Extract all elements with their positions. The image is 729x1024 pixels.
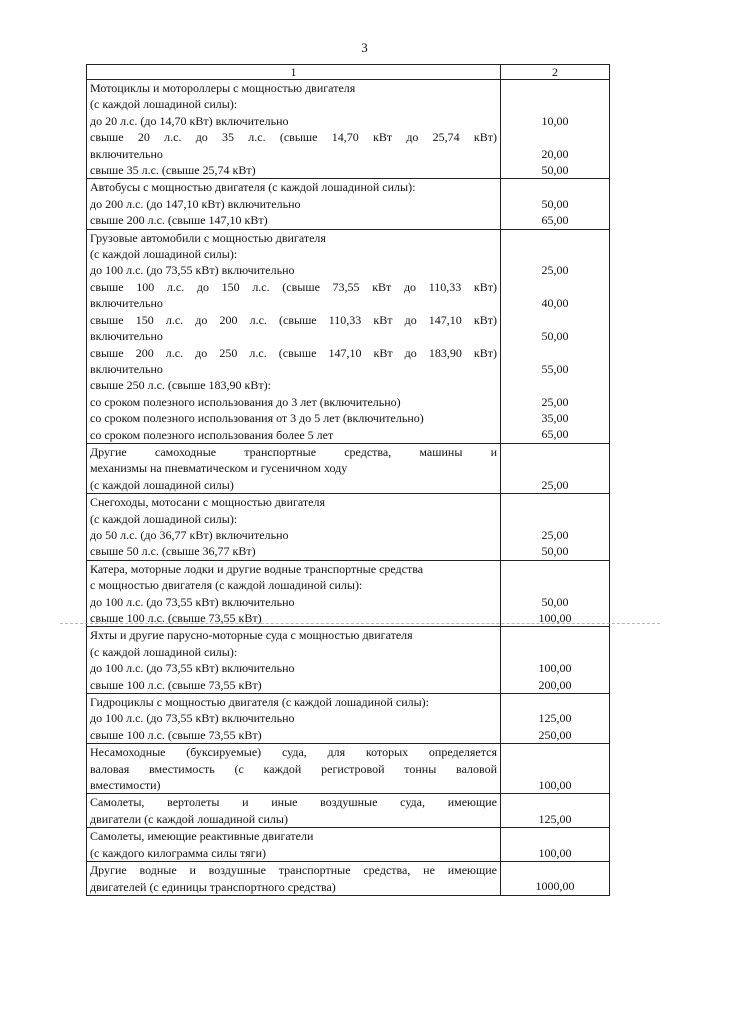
table-row bbox=[87, 560, 610, 627]
category-text-line: до 100 л.с. (до 73,55 кВт) включительно bbox=[90, 263, 295, 278]
category-text-line: до 50 л.с. (до 36,77 кВт) включительно bbox=[90, 527, 289, 542]
category-text-line: Самолеты, вертолеты и иные воздушные суда, имеющие bbox=[90, 795, 497, 810]
tax-rate-cell bbox=[501, 627, 610, 694]
vehicle-category-cell bbox=[87, 744, 501, 794]
category-text-line: свыше 150 л.с. до 200 л.с. (свыше 110,33 кВт до 147,10 кВт) bbox=[90, 312, 497, 327]
rate-value: 20,00 bbox=[541, 146, 569, 161]
rate-spacer bbox=[504, 794, 606, 810]
rate-value: 100,00 bbox=[538, 661, 572, 676]
rate-spacer bbox=[504, 761, 606, 777]
vehicle-category-cell bbox=[87, 694, 501, 744]
table-row bbox=[87, 828, 610, 862]
category-text-line: свыше 100 л.с. (свыше 73,55 кВт) bbox=[90, 677, 262, 692]
rate-spacer bbox=[504, 694, 606, 710]
tax-rate-cell bbox=[501, 694, 610, 744]
rate-spacer bbox=[504, 744, 606, 760]
category-text-line: (с каждой лошадиной силы) bbox=[90, 477, 234, 492]
category-text-line: с мощностью двигателя (с каждой лошадиной силы): bbox=[90, 578, 363, 593]
rate-value: 65,00 bbox=[541, 213, 569, 228]
tax-rate-cell bbox=[501, 560, 610, 627]
rate-spacer bbox=[504, 862, 606, 878]
category-text-line: со сроком полезного использования более 5 лет bbox=[90, 427, 334, 442]
category-text-line: до 20 л.с. (до 14,70 кВт) включительно bbox=[90, 113, 289, 128]
rate-value: 125,00 bbox=[538, 811, 572, 826]
category-text-line: Другие самоходные транспортные средства, машины и bbox=[90, 444, 497, 459]
rate-value: 100,00 bbox=[538, 778, 572, 793]
tax-rate-cell bbox=[501, 80, 610, 179]
rate-value: 10,00 bbox=[541, 113, 569, 128]
tax-rate-cell bbox=[501, 828, 610, 862]
category-text-line: свыше 35 л.с. (свыше 25,74 кВт) bbox=[90, 163, 256, 178]
category-text-line: (с каждого килограмма силы тяги) bbox=[90, 845, 266, 860]
category-text-line: двигателей (с единицы транспортного средства) bbox=[90, 879, 336, 894]
vehicle-category-cell bbox=[87, 80, 501, 179]
rate-spacer bbox=[504, 246, 606, 262]
column-header: 1 bbox=[87, 65, 501, 80]
category-text-line: до 100 л.с. (до 73,55 кВт) включительно bbox=[90, 711, 295, 726]
category-text-line: двигатели (с каждой лошадиной силы) bbox=[90, 811, 288, 826]
category-text-line: Грузовые автомобили с мощностью двигателя bbox=[90, 230, 326, 245]
vehicle-category-cell bbox=[87, 862, 501, 896]
category-text-line: до 200 л.с. (до 147,10 кВт) включительно bbox=[90, 196, 301, 211]
category-text-line: свыше 200 л.с. до 250 л.с. (свыше 147,10 кВт до 183,90 кВт) bbox=[90, 345, 497, 360]
scan-artifact-line bbox=[60, 623, 660, 624]
category-text-line: Несамоходные (буксируемые) суда, для которых определяется bbox=[90, 745, 497, 760]
table-body bbox=[87, 80, 610, 896]
rate-spacer bbox=[504, 511, 606, 527]
category-text-line: до 100 л.с. (до 73,55 кВт) включительно bbox=[90, 661, 295, 676]
category-text-line: включительно bbox=[90, 146, 163, 161]
rate-spacer bbox=[504, 129, 606, 145]
category-text-line: Автобусы с мощностью двигателя (с каждой лошадиной силы): bbox=[90, 180, 416, 195]
page-number: 3 bbox=[361, 40, 368, 55]
category-text-line: со сроком полезного использования от 3 до 5 лет (включительно) bbox=[90, 411, 424, 426]
rate-spacer bbox=[504, 377, 606, 393]
rate-spacer bbox=[504, 179, 606, 195]
category-text-line: свыше 50 л.с. (свыше 36,77 кВт) bbox=[90, 544, 256, 559]
table-row bbox=[87, 179, 610, 229]
rate-spacer bbox=[504, 444, 606, 460]
category-text-line: свыше 250 л.с. (свыше 183,90 кВт): bbox=[90, 378, 271, 393]
rate-value: 250,00 bbox=[538, 727, 572, 742]
category-text-line: (с каждой лошадиной силы): bbox=[90, 247, 238, 262]
category-text-line: Мотоциклы и мотороллеры с мощностью двигателя bbox=[90, 81, 356, 95]
tax-rate-cell bbox=[501, 179, 610, 229]
rate-value: 50,00 bbox=[541, 594, 569, 609]
table-row bbox=[87, 694, 610, 744]
category-text-line: Катера, моторные лодки и другие водные транспортные средства bbox=[90, 561, 424, 576]
table-row bbox=[87, 494, 610, 561]
rate-value: 125,00 bbox=[538, 711, 572, 726]
rate-spacer bbox=[504, 230, 606, 246]
vehicle-category-cell bbox=[87, 794, 501, 828]
vehicle-category-cell bbox=[87, 828, 501, 862]
category-text-line: включительно bbox=[90, 361, 163, 376]
category-text-line: (с каждой лошадиной силы): bbox=[90, 97, 238, 112]
rate-value: 50,00 bbox=[541, 329, 569, 344]
category-text-line: до 100 л.с. (до 73,55 кВт) включительно bbox=[90, 594, 295, 609]
rate-spacer bbox=[504, 494, 606, 510]
category-text-line: со сроком полезного использования до 3 лет (включительно) bbox=[90, 394, 401, 409]
tax-rate-cell bbox=[501, 744, 610, 794]
rate-spacer bbox=[504, 344, 606, 360]
category-text-line: свыше 20 л.с. до 35 л.с. (свыше 14,70 кВт до 25,74 кВт) bbox=[90, 130, 497, 145]
category-text-line: Самолеты, имеющие реактивные двигатели bbox=[90, 829, 314, 844]
table-row bbox=[87, 794, 610, 828]
tax-rate-cell bbox=[501, 862, 610, 896]
category-text-line: Снегоходы, мотосани с мощностью двигателя bbox=[90, 495, 326, 510]
table-row bbox=[87, 229, 610, 443]
vehicle-category-cell bbox=[87, 494, 501, 561]
rate-value: 40,00 bbox=[541, 296, 569, 311]
vehicle-category-cell bbox=[87, 443, 501, 493]
rate-value: 25,00 bbox=[541, 394, 569, 409]
category-text-line: включительно bbox=[90, 296, 163, 311]
rate-spacer bbox=[504, 561, 606, 577]
tax-rate-table bbox=[86, 64, 610, 896]
rate-value: 50,00 bbox=[541, 544, 569, 559]
rate-spacer bbox=[504, 312, 606, 328]
category-text-line: вместимости) bbox=[90, 778, 161, 793]
rate-value: 100,00 bbox=[538, 610, 572, 625]
category-text-line: свыше 100 л.с. (свыше 73,55 кВт) bbox=[90, 611, 262, 625]
category-text-line: (с каждой лошадиной силы): bbox=[90, 511, 238, 526]
rate-spacer bbox=[504, 460, 606, 476]
vehicle-category-cell bbox=[87, 229, 501, 443]
category-text-line: Другие водные и воздушные транспортные средства, не имеющие bbox=[90, 863, 497, 878]
rate-value: 50,00 bbox=[541, 196, 569, 211]
table-row bbox=[87, 744, 610, 794]
table-header-row bbox=[87, 65, 610, 80]
rate-value: 1000,00 bbox=[535, 879, 575, 894]
category-text-line: свыше 100 л.с. до 150 л.с. (свыше 73,55 кВт до 110,33 кВт) bbox=[90, 279, 497, 294]
tax-rate-cell bbox=[501, 443, 610, 493]
tax-rate-cell bbox=[501, 494, 610, 561]
rate-value: 35,00 bbox=[541, 411, 569, 426]
category-text-line: свыше 100 л.с. (свыше 73,55 кВт) bbox=[90, 727, 262, 742]
rate-value: 25,00 bbox=[541, 477, 569, 492]
category-text-line: механизмы на пневматическом и гусеничном ходу bbox=[90, 461, 348, 476]
rate-spacer bbox=[504, 577, 606, 593]
vehicle-category-cell bbox=[87, 179, 501, 229]
rate-value: 55,00 bbox=[541, 361, 569, 376]
rate-value: 25,00 bbox=[541, 263, 569, 278]
rate-value: 65,00 bbox=[541, 427, 569, 442]
table-row bbox=[87, 443, 610, 493]
rate-spacer bbox=[504, 627, 606, 643]
tax-rate-cell bbox=[501, 229, 610, 443]
rate-value: 100,00 bbox=[538, 845, 572, 860]
tax-rate-cell bbox=[501, 794, 610, 828]
category-text-line: Гидроциклы с мощностью двигателя (с каждой лошадиной силы): bbox=[90, 695, 429, 710]
category-text-line: Яхты и другие парусно-моторные суда с мощностью двигателя bbox=[90, 628, 413, 643]
rate-value: 25,00 bbox=[541, 527, 569, 542]
category-text-line: валовая вместимость (с каждой регистровой тонны валовой bbox=[90, 761, 497, 776]
category-text-line: свыше 200 л.с. (свыше 147,10 кВт) bbox=[90, 213, 268, 228]
rate-spacer bbox=[504, 279, 606, 295]
vehicle-category-cell bbox=[87, 627, 501, 694]
vehicle-category-cell bbox=[87, 560, 501, 627]
rate-spacer bbox=[504, 80, 606, 96]
category-text-line: включительно bbox=[90, 329, 163, 344]
rate-value: 200,00 bbox=[538, 677, 572, 692]
rate-value: 50,00 bbox=[541, 162, 569, 177]
category-text-line: (с каждой лошадиной силы): bbox=[90, 644, 238, 659]
table-row bbox=[87, 862, 610, 896]
rate-spacer bbox=[504, 828, 606, 844]
rate-spacer bbox=[504, 644, 606, 660]
column-header: 2 bbox=[501, 65, 610, 80]
table-row bbox=[87, 80, 610, 179]
table-row bbox=[87, 627, 610, 694]
rate-spacer bbox=[504, 96, 606, 112]
